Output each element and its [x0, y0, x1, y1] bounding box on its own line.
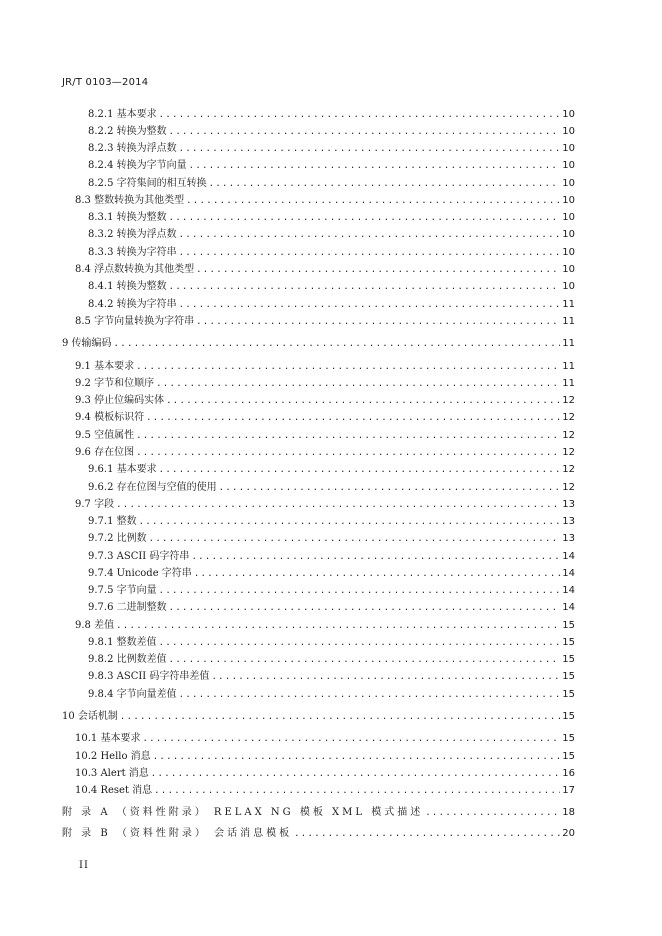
- dot-leader: [142, 733, 560, 745]
- toc-entry-page: 10: [562, 281, 575, 292]
- toc-entry-label: 9.3 停止位编码实体: [75, 395, 165, 406]
- toc-entry[interactable]: [75, 499, 575, 511]
- toc-entry-page: 12: [562, 430, 575, 441]
- toc-entry-page: 10: [562, 160, 575, 171]
- toc-entry-page: 11: [562, 361, 575, 372]
- dot-leader: [114, 338, 561, 350]
- toc-entry-label: 8.2.2 转换为整数: [88, 126, 167, 137]
- toc-entry-page: 14: [562, 585, 575, 596]
- toc-entry[interactable]: [88, 109, 575, 121]
- dot-leader: [146, 412, 560, 424]
- toc-entry-label: 附 录 B （资料性附录） 会话消息模板: [62, 828, 293, 839]
- toc-entry[interactable]: [75, 264, 575, 276]
- toc-entry-page: 20: [562, 828, 575, 839]
- dot-leader: [156, 378, 560, 390]
- dot-leader: [169, 281, 561, 293]
- toc-entry[interactable]: [88, 229, 575, 241]
- toc-entry-label: 8.4.2 转换为字符串: [88, 299, 177, 310]
- toc-entry-label: 8.2.3 转换为浮点数: [88, 143, 177, 154]
- toc-entry-label: 9.6.2 存在位图与空值的使用: [88, 482, 217, 493]
- toc-entry-page: 10: [562, 143, 575, 154]
- toc-entry-page: 12: [562, 482, 575, 493]
- dot-leader: [179, 143, 561, 155]
- toc-entry[interactable]: [62, 338, 575, 350]
- toc-entry-label: 8.2.1 基本要求: [88, 109, 157, 120]
- toc-entry[interactable]: [88, 671, 575, 683]
- toc-entry-page: 13: [562, 516, 575, 527]
- toc-entry-label: 8.3.1 转换为整数: [88, 212, 167, 223]
- toc-entry-label: 8.5 字节向量转换为字符串: [75, 316, 195, 327]
- toc-entry-page: 10: [562, 109, 575, 120]
- toc-entry-label: 8.2.5 字符集间的相互转换: [88, 178, 207, 189]
- dot-leader: [120, 711, 560, 723]
- dot-leader: [116, 499, 560, 511]
- toc-entry-label: 10 会话机制: [62, 711, 118, 722]
- toc-entry-page: 14: [562, 602, 575, 613]
- toc-entry-label: 8.3 整数转换为其他类型: [75, 195, 185, 206]
- dot-leader: [189, 160, 561, 172]
- toc-entry-page: 14: [562, 568, 575, 579]
- toc-entry-page: 10: [562, 247, 575, 258]
- dot-leader: [194, 568, 560, 580]
- toc-entry-label: 9 传输编码: [62, 338, 112, 349]
- toc-entry-label: 附 录 A （资料性附录） RELAX NG 模板 XML 模式描述: [62, 807, 424, 818]
- toc-entry[interactable]: [75, 378, 575, 390]
- toc-entry[interactable]: [88, 568, 575, 580]
- toc-entry-label: 10.4 Reset 消息: [75, 785, 153, 796]
- toc-entry[interactable]: [75, 316, 575, 328]
- toc-entry-page: 15: [562, 711, 575, 722]
- dot-leader: [191, 551, 560, 563]
- toc-entry[interactable]: [75, 733, 575, 745]
- toc-entry-page: 12: [562, 464, 575, 475]
- toc-entry-label: 9.8.1 整数差值: [88, 637, 157, 648]
- toc-entry-label: 9.1 基本要求: [75, 361, 135, 372]
- dot-leader: [159, 637, 561, 649]
- toc-entry-page: 12: [562, 447, 575, 458]
- toc-entry-label: 10.3 Alert 消息: [75, 768, 149, 779]
- dot-leader: [186, 195, 560, 207]
- page-number: II: [79, 860, 89, 871]
- toc-entry-label: 10.2 Hello 消息: [75, 751, 151, 762]
- toc-entry-label: 9.6 存在位图: [75, 447, 135, 458]
- toc-entry-page: 15: [562, 637, 575, 648]
- dot-leader: [136, 430, 560, 442]
- toc-entry[interactable]: [75, 412, 575, 424]
- toc-entry-page: 11: [562, 338, 575, 349]
- toc-entry-label: 9.2 字节和位顺序: [75, 378, 155, 389]
- toc-entry-page: 10: [562, 178, 575, 189]
- toc-entry-page: 15: [562, 751, 575, 762]
- dot-leader: [136, 447, 560, 459]
- dot-leader: [294, 828, 560, 840]
- dot-leader: [169, 654, 561, 666]
- toc-entry-label: 9.6.1 基本要求: [88, 464, 157, 475]
- dot-leader: [154, 785, 560, 797]
- dot-leader: [139, 516, 561, 528]
- dot-leader: [211, 671, 560, 683]
- toc-entry-label: 9.8.3 ASCII 码字符串差值: [88, 671, 210, 682]
- toc-entry-page: 13: [562, 499, 575, 510]
- toc-entry[interactable]: [75, 195, 575, 207]
- toc-appendix-entry[interactable]: [62, 807, 575, 819]
- dot-leader: [116, 620, 560, 632]
- toc-appendix-entry[interactable]: [62, 828, 575, 840]
- toc-entry-label: 9.8.2 比例数差值: [88, 654, 167, 665]
- dot-leader: [179, 247, 561, 259]
- toc-entry-label: 8.4.1 转换为整数: [88, 281, 167, 292]
- toc-entry-label: 9.8.4 字节向量差值: [88, 689, 177, 700]
- toc-entry[interactable]: [88, 482, 575, 494]
- dot-leader: [166, 395, 560, 407]
- toc-entry-page: 10: [562, 126, 575, 137]
- toc-entry-page: 15: [562, 689, 575, 700]
- toc-entry[interactable]: [75, 768, 575, 780]
- toc-entry-label: 8.4 浮点数转换为其他类型: [75, 264, 195, 275]
- toc-entry[interactable]: [88, 689, 575, 701]
- dot-leader: [169, 126, 561, 138]
- toc-entry[interactable]: [88, 551, 575, 563]
- dot-leader: [159, 109, 561, 121]
- toc-entry-page: 15: [562, 620, 575, 631]
- toc-entry-label: 9.7.6 二进制整数: [88, 602, 167, 613]
- toc-entry-label: 9.7.1 整数: [88, 516, 137, 527]
- toc-entry-page: 13: [562, 533, 575, 544]
- toc-entry-page: 12: [562, 395, 575, 406]
- toc-entry-label: 9.7.2 比例数: [88, 533, 147, 544]
- toc-entry[interactable]: [75, 620, 575, 632]
- toc-entry-page: 10: [562, 212, 575, 223]
- toc-entry-page: 16: [562, 768, 575, 779]
- toc-entry-page: 14: [562, 551, 575, 562]
- dot-leader: [159, 464, 561, 476]
- dot-leader: [159, 585, 561, 597]
- toc-entry[interactable]: [88, 516, 575, 528]
- toc-entry-label: 9.8 差值: [75, 620, 115, 631]
- toc-entry[interactable]: [62, 711, 575, 723]
- toc-entry-page: 12: [562, 412, 575, 423]
- toc-entry-page: 10: [562, 264, 575, 275]
- toc-entry[interactable]: [88, 602, 575, 614]
- toc-entry-label: 8.3.2 转换为浮点数: [88, 229, 177, 240]
- dot-leader: [169, 212, 561, 224]
- toc-entry-page: 10: [562, 229, 575, 240]
- dot-leader: [179, 689, 561, 701]
- toc-entry-label: 9.7.4 Unicode 字符串: [88, 568, 192, 579]
- toc-entry-label: 10.1 基本要求: [75, 733, 141, 744]
- toc-entry[interactable]: [88, 178, 575, 190]
- dot-leader: [196, 264, 560, 276]
- dot-leader: [136, 361, 560, 373]
- dot-leader: [196, 316, 560, 328]
- toc-entry[interactable]: [88, 160, 575, 172]
- toc-entry[interactable]: [88, 247, 575, 259]
- toc-entry[interactable]: [88, 637, 575, 649]
- toc-entry-label: 9.7.3 ASCII 码字符串: [88, 551, 190, 562]
- toc-entry[interactable]: [75, 785, 575, 797]
- toc-entry[interactable]: [75, 751, 575, 763]
- dot-leader: [219, 482, 561, 494]
- toc-entry[interactable]: [88, 654, 575, 666]
- toc-entry[interactable]: [88, 281, 575, 293]
- toc-entry-label: 9.5 空值属性: [75, 430, 135, 441]
- toc-entry-page: 11: [562, 299, 575, 310]
- toc-entry-page: 15: [562, 671, 575, 682]
- toc-entry[interactable]: [88, 533, 575, 545]
- toc-entry-page: 11: [562, 316, 575, 327]
- toc-entry[interactable]: [88, 299, 575, 311]
- toc-entry-page: 15: [562, 654, 575, 665]
- toc-entry-label: 8.2.4 转换为字节向量: [88, 160, 187, 171]
- toc-entry-page: 10: [562, 195, 575, 206]
- toc-entry[interactable]: [75, 361, 575, 373]
- toc-entry-label: 8.3.3 转换为字符串: [88, 247, 177, 258]
- toc-entry-label: 9.7 字段: [75, 499, 115, 510]
- toc-entry[interactable]: [88, 464, 575, 476]
- toc-entry-page: 18: [562, 807, 575, 818]
- dot-leader: [179, 299, 561, 311]
- dot-leader: [209, 178, 561, 190]
- toc-entry[interactable]: [88, 585, 575, 597]
- dot-leader: [153, 751, 561, 763]
- toc-entry-page: 11: [562, 378, 575, 389]
- dot-leader: [169, 602, 561, 614]
- toc-entry[interactable]: [88, 143, 575, 155]
- toc-entry[interactable]: [88, 212, 575, 224]
- toc-entry-page: 15: [562, 733, 575, 744]
- toc-entry-page: 17: [562, 785, 575, 796]
- toc-entry-label: 9.7.5 字节向量: [88, 585, 157, 596]
- toc-entry[interactable]: [75, 447, 575, 459]
- dot-leader: [179, 229, 561, 241]
- dot-leader: [149, 533, 561, 545]
- toc-entry-label: 9.4 模板标识符: [75, 412, 145, 423]
- standard-code-header: JR/T 0103—2014: [62, 77, 149, 88]
- toc-entry[interactable]: [75, 395, 575, 407]
- toc-entry[interactable]: [88, 126, 575, 138]
- dot-leader: [151, 768, 561, 780]
- dot-leader: [425, 807, 560, 819]
- toc-entry[interactable]: [75, 430, 575, 442]
